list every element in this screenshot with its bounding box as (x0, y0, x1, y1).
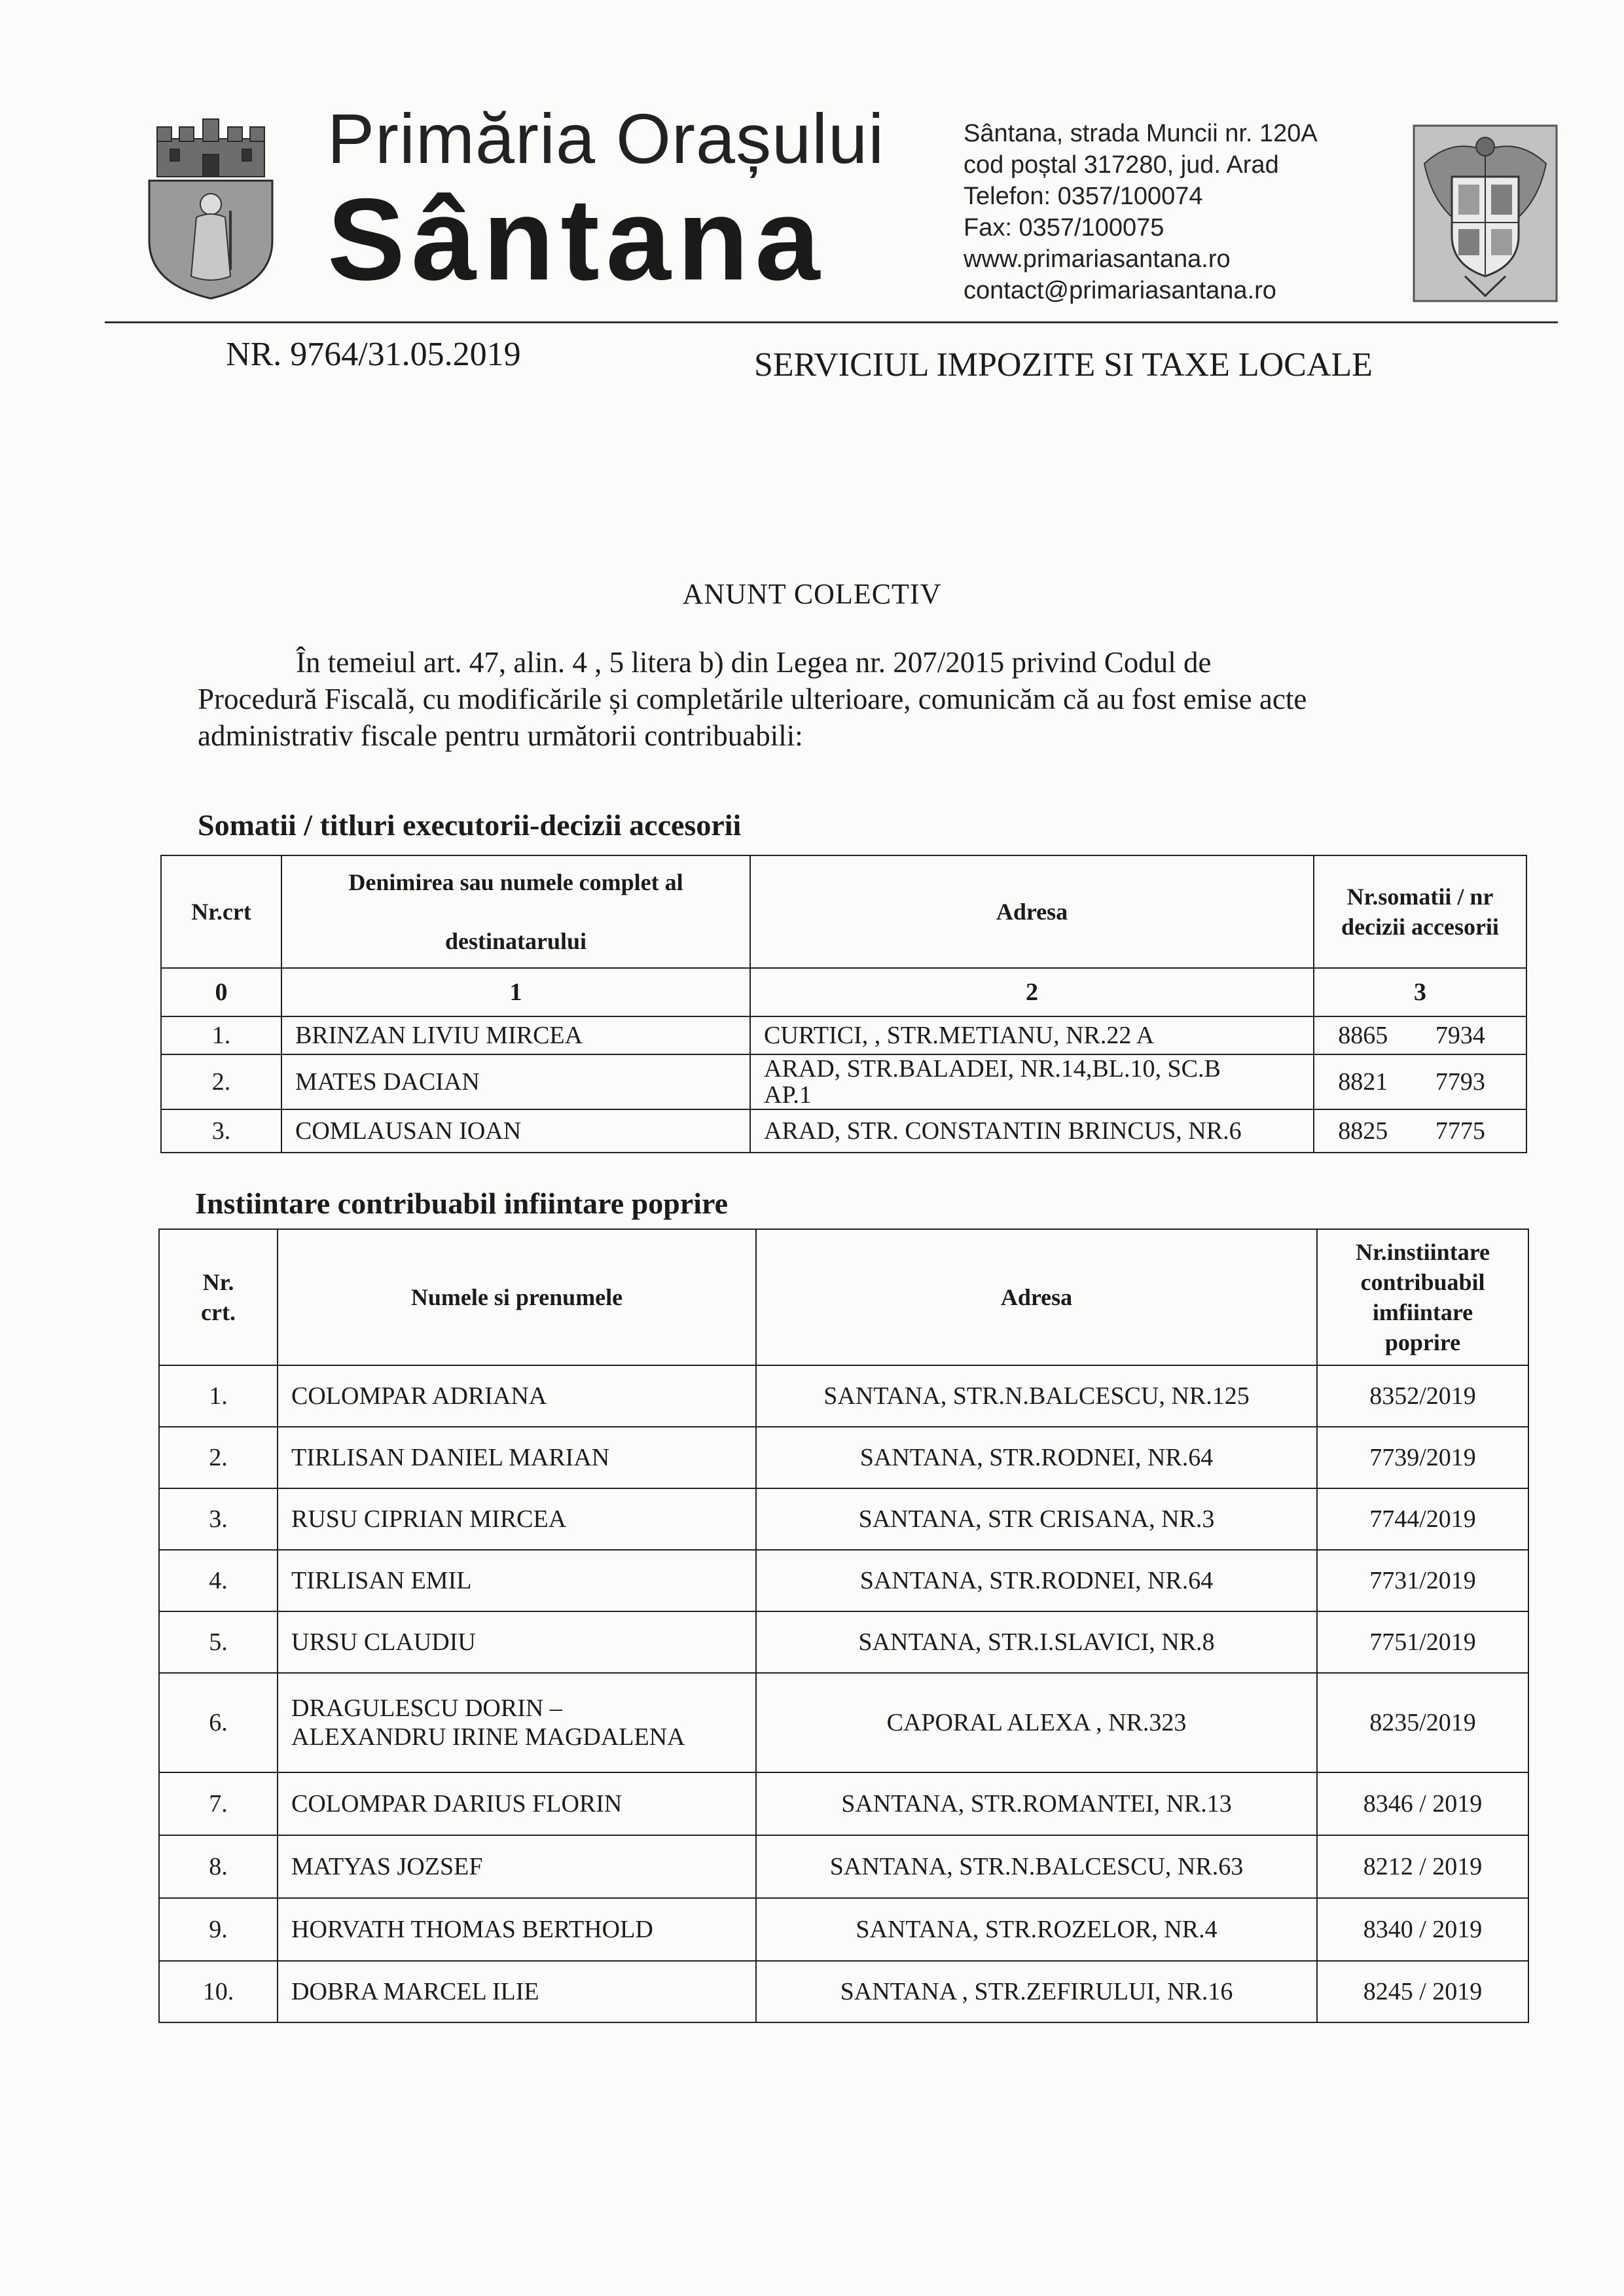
column-header-address: Adresa (750, 855, 1314, 968)
row-nr: 2. (161, 1054, 281, 1109)
column-header-name (281, 855, 750, 968)
row-name: COLOMPAR ADRIANA (278, 1365, 756, 1427)
row-somatie-number: 8865 (1338, 1022, 1388, 1049)
row-address-line1: ARAD, STR.BALADEI, NR.14,BL.10, SC.B (764, 1055, 1221, 1083)
row-address: CAPORAL ALEXA , NR.323 (756, 1673, 1317, 1772)
column-header-number (1317, 1229, 1528, 1365)
column-header-name-line1: Denimirea sau numele complet al (348, 869, 683, 895)
row-nr: 1. (161, 1016, 281, 1054)
table-row (159, 1488, 1528, 1550)
column-header-number-line1: Nr.instiintare (1355, 1239, 1490, 1265)
row-decision-number: 7793 (1435, 1068, 1485, 1096)
column-header-nr-line2: crt. (201, 1299, 236, 1325)
row-address: SANTANA , STR.ZEFIRULUI, NR.16 (756, 1961, 1317, 2022)
column-header-number-line2: decizii accesorii (1341, 914, 1499, 940)
city-coat-of-arms-icon (139, 113, 283, 302)
table-row (161, 1016, 1526, 1054)
row-name: DOBRA MARCEL ILIE (278, 1961, 756, 2022)
somatii-table (160, 855, 1527, 1153)
row-address: SANTANA, STR.N.BALCESCU, NR.125 (756, 1365, 1317, 1427)
column-header-nr (159, 1229, 278, 1365)
row-address: ARAD, STR. CONSTANTIN BRINCUS, NR.6 (750, 1109, 1314, 1153)
row-numbers (1314, 1109, 1526, 1153)
row-address-line2: AP.1 (764, 1081, 812, 1109)
table-header-row (159, 1229, 1528, 1365)
contact-block (964, 118, 1318, 306)
row-decision-number: 7775 (1435, 1117, 1485, 1145)
row-nr: 9. (159, 1898, 278, 1961)
column-header-name-line2: destinatarului (444, 928, 587, 954)
row-nr: 5. (159, 1611, 278, 1673)
intro-line: administrativ fiscale pentru următorii contribuabili: (198, 719, 803, 752)
row-name-line1: DRAGULESCU DORIN – (291, 1695, 562, 1722)
poprire-table (158, 1229, 1529, 2023)
row-address: SANTANA, STR.ROMANTEI, NR.13 (756, 1772, 1317, 1835)
row-name: COMLAUSAN IOAN (281, 1109, 750, 1153)
header-divider (105, 321, 1558, 323)
row-somatie-number: 8825 (1338, 1117, 1388, 1145)
row-name: TIRLISAN DANIEL MARIAN (278, 1427, 756, 1488)
row-address (750, 1054, 1314, 1109)
contact-address: Sântana, strada Muncii nr. 120A (964, 120, 1318, 147)
table-row (159, 1898, 1528, 1961)
row-nr: 8. (159, 1835, 278, 1898)
row-name: COLOMPAR DARIUS FLORIN (278, 1772, 756, 1835)
section-heading-poprire: Instiintare contribuabil infiintare poprire (195, 1187, 729, 1220)
table-row (159, 1673, 1528, 1772)
column-index-row (161, 968, 1526, 1016)
column-header-number (1314, 855, 1526, 968)
department-name: SERVICIUL IMPOZITE SI TAXE LOCALE (754, 346, 1373, 384)
notice-title: ANUNT COLECTIV (682, 578, 942, 610)
row-number: 7744/2019 (1317, 1488, 1528, 1550)
row-address: SANTANA, STR.RODNEI, NR.64 (756, 1427, 1317, 1488)
row-name: MATYAS JOZSEF (278, 1835, 756, 1898)
city-name: Sântana (327, 174, 827, 304)
row-number: 8340 / 2019 (1317, 1898, 1528, 1961)
row-address: SANTANA, STR.I.SLAVICI, NR.8 (756, 1611, 1317, 1673)
table-row (159, 1427, 1528, 1488)
row-address: SANTANA, STR.N.BALCESCU, NR.63 (756, 1835, 1317, 1898)
row-name: TIRLISAN EMIL (278, 1550, 756, 1611)
intro-line: În temeiul art. 47, alin. 4 , 5 litera b) din Legea nr. 207/2015 privind Codul de (296, 646, 1212, 679)
column-index: 2 (750, 968, 1314, 1016)
row-name (278, 1673, 756, 1772)
city-hall-title: Primăria Orașului (327, 99, 885, 178)
row-address: SANTANA, STR.RODNEI, NR.64 (756, 1550, 1317, 1611)
contact-fax: Fax: 0357/100075 (964, 214, 1164, 242)
row-number: 7739/2019 (1317, 1427, 1528, 1488)
row-address: SANTANA, STR CRISANA, NR.3 (756, 1488, 1317, 1550)
table-row (161, 1109, 1526, 1153)
table-row (159, 1550, 1528, 1611)
table-header-row (161, 855, 1526, 968)
column-index: 1 (281, 968, 750, 1016)
column-header-number-line4: poprire (1384, 1329, 1461, 1355)
column-header-nr-line1: Nr. (202, 1269, 234, 1295)
table-row (159, 1961, 1528, 2022)
intro-paragraph (198, 644, 1441, 754)
column-header-number-line2: contribuabil (1360, 1269, 1485, 1295)
row-number: 8352/2019 (1317, 1365, 1528, 1427)
table-row (159, 1835, 1528, 1898)
row-number: 8212 / 2019 (1317, 1835, 1528, 1898)
column-header-nr: Nr.crt (161, 855, 281, 968)
row-number: 8245 / 2019 (1317, 1961, 1528, 2022)
intro-line: Procedură Fiscală, cu modificările și completările ulterioare, comunicăm că au fost emise acte (198, 683, 1307, 715)
column-header-name: Numele si prenumele (278, 1229, 756, 1365)
row-nr: 1. (159, 1365, 278, 1427)
column-index: 0 (161, 968, 281, 1016)
column-index: 3 (1314, 968, 1526, 1016)
row-address: CURTICI, , STR.METIANU, NR.22 A (750, 1016, 1314, 1054)
row-numbers (1314, 1054, 1526, 1109)
row-name-line2: ALEXANDRU IRINE MAGDALENA (291, 1723, 685, 1751)
row-nr: 2. (159, 1427, 278, 1488)
table-row (159, 1772, 1528, 1835)
table-row (159, 1611, 1528, 1673)
row-name: URSU CLAUDIU (278, 1611, 756, 1673)
column-header-address: Adresa (756, 1229, 1317, 1365)
row-address: SANTANA, STR.ROZELOR, NR.4 (756, 1898, 1317, 1961)
row-nr: 3. (159, 1488, 278, 1550)
row-nr: 4. (159, 1550, 278, 1611)
row-name: RUSU CIPRIAN MIRCEA (278, 1488, 756, 1550)
row-name: BRINZAN LIVIU MIRCEA (281, 1016, 750, 1054)
contact-website: www.primariasantana.ro (964, 245, 1231, 273)
contact-phone: Telefon: 0357/100074 (964, 183, 1203, 210)
row-nr: 10. (159, 1961, 278, 2022)
row-number: 8346 / 2019 (1317, 1772, 1528, 1835)
row-nr: 7. (159, 1772, 278, 1835)
contact-email: contact@primariasantana.ro (964, 277, 1276, 304)
row-number: 7751/2019 (1317, 1611, 1528, 1673)
row-somatie-number: 8821 (1338, 1068, 1388, 1096)
column-header-number-line3: imfiintare (1372, 1299, 1473, 1325)
row-nr: 6. (159, 1673, 278, 1772)
column-header-number-line1: Nr.somatii / nr (1346, 884, 1494, 910)
row-name: HORVATH THOMAS BERTHOLD (278, 1898, 756, 1961)
row-number: 8235/2019 (1317, 1673, 1528, 1772)
table-row (161, 1054, 1526, 1109)
row-decision-number: 7934 (1435, 1022, 1485, 1049)
row-numbers (1314, 1016, 1526, 1054)
row-name: MATES DACIAN (281, 1054, 750, 1109)
row-nr: 3. (161, 1109, 281, 1153)
table-row (159, 1365, 1528, 1427)
contact-postal-code: cod poștal 317280, jud. Arad (964, 151, 1279, 179)
document-number: NR. 9764/31.05.2019 (226, 336, 521, 373)
row-number: 7731/2019 (1317, 1550, 1528, 1611)
section-heading-somatii: Somatii / titluri executorii-decizii accesorii (198, 808, 742, 842)
romania-coat-of-arms-icon (1413, 124, 1558, 302)
